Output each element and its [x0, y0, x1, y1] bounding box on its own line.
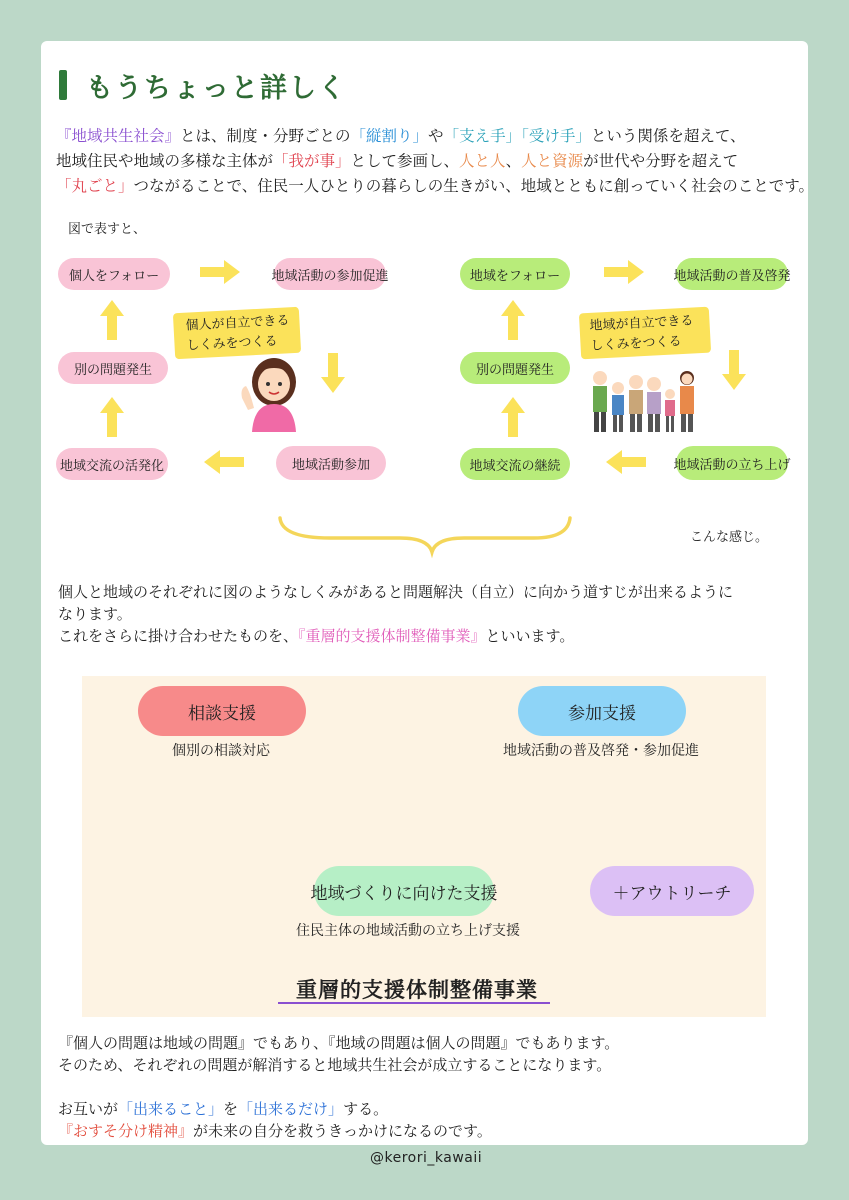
explanation-paragraph: [58, 581, 733, 647]
intro-segment: として参画し、: [350, 152, 460, 170]
right-center-label: [579, 307, 711, 360]
left-middle-node: 別の問題発生: [58, 352, 168, 384]
explanation-line-2: なります。: [58, 605, 132, 623]
final-program-name: 重層的支援体制整備事業: [296, 978, 538, 1002]
chiiki-zukuri-node: 地域づくりに向けた支援: [314, 866, 494, 916]
family-icon: [590, 368, 702, 434]
closing-line-3-post: する。: [343, 1100, 389, 1118]
konna-kanji-text: こんな感じ。: [690, 530, 769, 545]
arrow-down-icon: [722, 350, 746, 390]
outreach-node: ＋アウトリーチ: [590, 866, 754, 916]
closing-line-3-mid: を: [223, 1100, 239, 1118]
left-center-text: 個人が自立できる しくみをつくる: [185, 313, 290, 354]
brace-icon: [280, 518, 570, 552]
left-bottom-right-node: 地域活動参加: [276, 446, 386, 480]
intro-segment: 「支え手」: [443, 127, 522, 145]
family-illustration: [590, 368, 702, 434]
right-top-right-node: 地域活動の普及啓発: [676, 258, 788, 290]
arrow-right-icon: [200, 260, 240, 284]
explanation-line-3-post: といいます。: [485, 627, 575, 645]
closing-line-3: [58, 1098, 619, 1120]
closing-spacer: [58, 1076, 619, 1098]
intro-segment: 「縦割り」: [350, 127, 429, 145]
closing-highlight-2: 「出来るだけ」: [238, 1100, 344, 1118]
page-title: もうちょっと詳しく: [86, 73, 347, 104]
footer-handle: @kerori_kawaii: [370, 1150, 483, 1166]
intro-segment: 「丸ごと」: [56, 177, 134, 195]
arrow-up-icon: [100, 300, 124, 340]
arrow-up-icon: [100, 397, 124, 437]
intro-segment: 地域住民や地域の多様な主体が: [56, 152, 274, 170]
intro-segment: とは、制度・分野ごとの: [180, 127, 351, 145]
arrow-up-icon: [501, 397, 525, 437]
explanation-line-3-pre: これをさらに掛け合わせたものを、: [58, 627, 299, 645]
intro-segment: 人と人: [459, 152, 506, 170]
closing-line-1: 『個人の問題は地域の問題』でもあり、『地域の問題は個人の問題』でもあります。: [58, 1034, 620, 1052]
chiiki-zukuri-sub: 住民主体の地域活動の立ち上げ支援: [296, 923, 520, 939]
closing-line-4: [58, 1120, 619, 1142]
sanka-shien-sub: 地域活動の普及啓発・参加促進: [503, 743, 699, 759]
arrow-down-icon: [321, 353, 345, 393]
arrow-up-icon: [501, 300, 525, 340]
closing-line-2: そのため、それぞれの問題が解消すると地域共生社会が成立することになります。: [58, 1056, 612, 1074]
intro-segment: が世代や分野を超えて: [583, 152, 739, 170]
closing-highlight-3: 『おすそ分け精神』: [58, 1122, 194, 1140]
arrow-left-icon: [204, 450, 244, 474]
person-icon: [236, 348, 308, 432]
intro-segment: 人と資源: [521, 152, 584, 170]
intro-segment: つながることで、住民一人ひとりの暮らしの生きがい、地域とともに創っていく社会のことです。: [133, 177, 814, 195]
person-illustration: [236, 348, 308, 432]
right-bottom-right-node: 地域活動の立ち上げ: [676, 446, 788, 480]
left-bottom-left-node: 地域交流の活発化: [56, 448, 168, 480]
explanation-line-3: [58, 625, 733, 647]
closing-line-4-post: が未来の自分を救うきっかけになるのです。: [193, 1122, 492, 1140]
intro-segment: 「受け手」: [521, 127, 591, 145]
intro-segment: 「我が事」: [273, 152, 351, 170]
intro-segment: 、: [505, 152, 522, 170]
right-bottom-left-node: 地域交流の継続: [460, 448, 570, 480]
intro-segment: という関係を超えて、: [590, 127, 746, 145]
right-top-left-node: 地域をフォロー: [460, 258, 570, 290]
right-middle-node: 別の問題発生: [460, 352, 570, 384]
diagram-intro: 図で表すと、: [68, 222, 147, 237]
closing-highlight-1: 「出来ること」: [118, 1100, 224, 1118]
intro-segment: や: [428, 127, 444, 145]
closing-line-3-pre: お互いが: [58, 1100, 119, 1118]
right-center-text: 地域が自立できる しくみをつくる: [589, 313, 694, 354]
arrow-left-icon: [606, 450, 646, 474]
intro-segment: 『地域共生社会』: [56, 127, 181, 145]
soudan-shien-sub: 個別の相談対応: [172, 743, 270, 759]
explanation-highlight: 『重層的支援体制整備事業』: [298, 627, 486, 645]
closing-paragraph: [58, 1032, 619, 1142]
soudan-shien-node: 相談支援: [138, 686, 306, 736]
final-underline: [278, 1002, 550, 1004]
sanka-shien-node: 参加支援: [518, 686, 686, 736]
explanation-line-1: 個人と地域のそれぞれに図のようなしくみがあると問題解決（自立）に向かう道すじが出来るように: [58, 583, 734, 601]
left-top-left-node: 個人をフォロー: [58, 258, 170, 290]
arrow-right-icon: [604, 260, 644, 284]
left-top-right-node: 地域活動の参加促進: [274, 258, 386, 290]
